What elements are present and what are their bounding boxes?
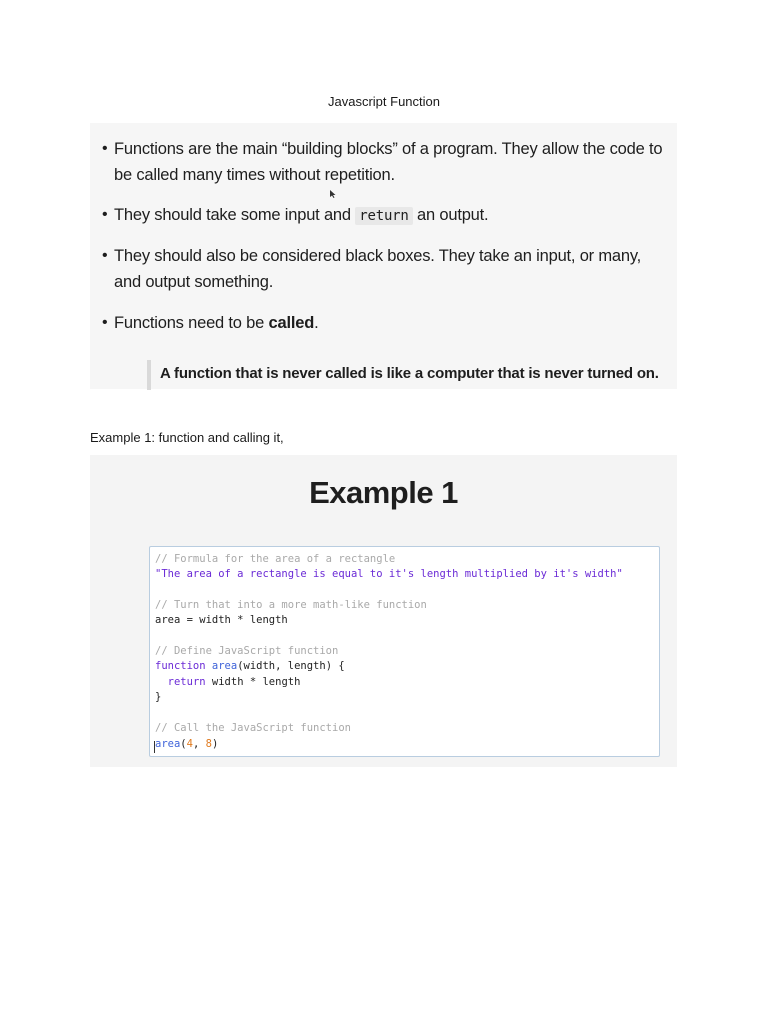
- code-function-call: area: [155, 738, 181, 750]
- bullet-dot: •: [102, 314, 108, 331]
- document-title: Javascript Function: [328, 94, 440, 109]
- bullet-dot: •: [102, 206, 108, 223]
- code-comment: // Call the JavaScript function: [155, 722, 351, 734]
- bullet-text-before: Functions need to be: [114, 314, 269, 332]
- bullet-dot: •: [102, 140, 108, 157]
- code-comment: // Turn that into a more math-like function: [155, 599, 427, 611]
- bullet-item: [102, 202, 672, 229]
- code-line: [155, 660, 345, 672]
- example-label: Example 1: function and calling it,: [90, 430, 284, 445]
- bullet-text: [102, 202, 672, 229]
- code-line: [155, 676, 300, 688]
- code-comma: ,: [192, 738, 206, 750]
- bullet-text: They should also be considered black boxes. They take an input, or many, and output something.: [114, 247, 642, 291]
- code-comment: // Formula for the area of a rectangle: [155, 553, 396, 565]
- quote-text: A function that is never called is like a computer that is never turned on.: [160, 365, 659, 382]
- code-number: 8: [205, 738, 212, 750]
- code-keyword: return: [167, 676, 206, 688]
- code-line: area = width * length: [155, 614, 288, 626]
- code-paren: (: [180, 738, 187, 750]
- code-paren: ): [211, 738, 219, 750]
- code-keyword: function: [155, 660, 206, 672]
- bullet-item: [102, 136, 672, 188]
- text-caret: [154, 741, 155, 753]
- bullet-item: [102, 243, 672, 295]
- bullet-dot: •: [102, 247, 108, 264]
- bullet-text-after: .: [314, 314, 319, 332]
- code-string: "The area of a rectangle is equal to it's length multiplied by it's width": [155, 568, 623, 580]
- functions-slide-image: [90, 123, 677, 389]
- bullet-text-bold: called: [268, 314, 315, 332]
- code-function-name: area: [211, 660, 238, 672]
- bullet-text: [102, 310, 672, 336]
- bullet-text: Functions are the main “building blocks” of a program. They allow the code to be called many times without repetition.: [114, 140, 663, 184]
- code-editor: [149, 546, 660, 757]
- bullet-item: [102, 310, 672, 336]
- bullet-text-after: an output.: [412, 206, 489, 224]
- example-slide-image: [90, 455, 677, 767]
- blockquote: [147, 360, 676, 390]
- bullet-text-before: They should take some input and: [114, 206, 356, 224]
- mouse-cursor-icon: [330, 190, 336, 198]
- code-line: [155, 738, 218, 750]
- code-line: }: [155, 691, 162, 703]
- inline-code-return: return: [355, 207, 412, 225]
- code-expr: width * length: [205, 676, 301, 688]
- code-params: (width, length) {: [237, 660, 345, 672]
- code-comment: // Define JavaScript function: [155, 645, 339, 657]
- code-number: 4: [186, 738, 193, 750]
- example-heading: Example 1: [309, 475, 458, 510]
